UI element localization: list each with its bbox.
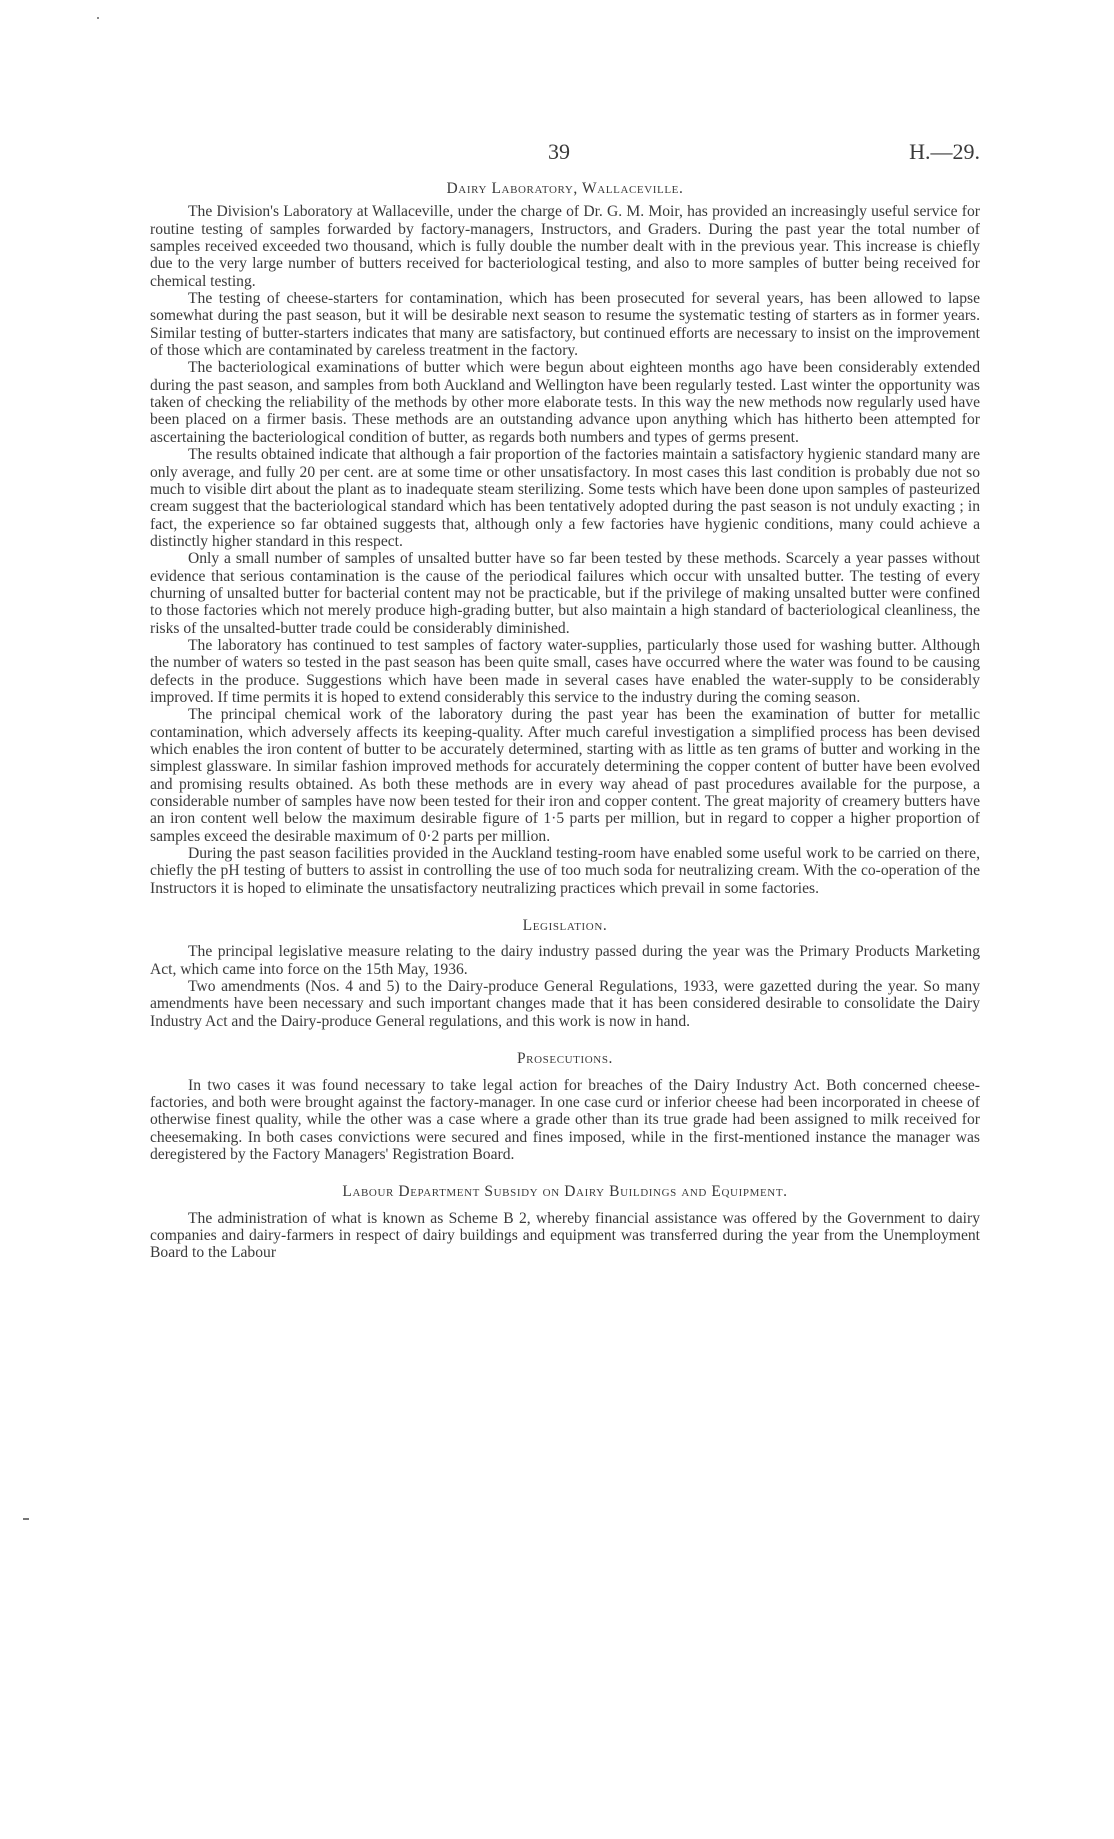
paragraph: The administration of what is known as Scheme B 2, whereby financial assistance was offered by the Government to dairy companies and dairy-farmers in respect of dairy buildings and equipment was transferred during the year from the Unemployment Board to the Labour <box>150 1209 980 1262</box>
paragraph: In two cases it was found necessary to take legal action for breaches of the Dairy Industry Act. Both concerned cheese-factories, and both were brought against the factory-manager. In one case curd or inferior cheese had been incorporated in cheese of otherwise finest quality, while the other was a case where a grade other than its true grade had been assigned to milk received for cheesemaking. In both cases convictions were secured and fines imposed, while in the first-mentioned instance the manager was deregistered by the Factory Managers' Registration Board. <box>150 1076 980 1163</box>
section-heading-dairy-laboratory: Dairy Laboratory, Wallaceville. <box>446 180 684 197</box>
paragraph: Only a small number of samples of unsalted butter have so far been tested by these methods. Scarcely a year passes without evidence that serious contamination is the cause of the periodical failures which occur with unsalted butter. The testing of every churning of unsalted butter for bacterial content may not be practicable, but if the privilege of making unsalted butter were confined to those factories which not merely produce high-grading butter, but also maintain a high standard of bacteriological cleanliness, the risks of the unsalted-butter trade could be considerably diminished. <box>150 550 980 637</box>
page-header <box>150 139 980 163</box>
paragraph: The principal chemical work of the laboratory during the past year has been the examination of butter for metallic contamination, which adversely affects its keeping-quality. After much careful investigation a simplified process has been devised which enables the iron content of butter to be accurately determined, starting with as little as ten grams of butter and working in the simplest glassware. In similar fashion improved methods for accurately determining the copper content of butter have been evolved and promising results obtained. As both these methods are in every way ahead of past procedures available for the purpose, a considerable number of samples have now been tested for their iron and copper content. The great majority of creamery butters have an iron content well below the maximum desirable figure of 1·5 parts per million, but in regard to copper a higher proportion of samples exceed the desirable maximum of 0·2 parts per million. <box>150 706 980 845</box>
paragraph: The laboratory has continued to test samples of factory water-supplies, particularly those used for washing butter. Although the number of waters so tested in the past season has been quite small, cases have occurred where the water was found to be causing defects in the produce. Suggestions which have been made in several cases have enabled the water-supply to be considerably improved. If time permits it is hoped to extend considerably this service to the industry during the coming season. <box>150 636 980 706</box>
scan-speck <box>97 17 99 19</box>
section-heading-labour-subsidy: Labour Department Subsidy on Dairy Buildings and Equipment. <box>342 1183 788 1201</box>
section-heading-legislation: Legislation. <box>522 917 608 935</box>
paragraph: Two amendments (Nos. 4 and 5) to the Dairy-produce General Regulations, 1933, were gazetted during the year. So many amendments have been necessary and such important changes made that it has been considered desirable to consolidate the Dairy Industry Act and the Dairy-produce General regulations, and this work is now in hand. <box>150 978 980 1030</box>
margin-mark <box>23 1518 29 1520</box>
paragraph: The bacteriological examinations of butter which were begun about eighteen months ago have been considerably extended during the past season, and samples from both Auckland and Wellington have been regularly tested. Last winter the opportunity was taken of checking the reliability of the methods by other more elaborate tests. In this way the new methods now regularly used have been placed on a firmer basis. These methods are an outstanding advance upon anything which has hitherto been attempted for ascertaining the bacteriological condition of butter, as regards both numbers and types of germs present. <box>150 359 980 446</box>
page-number: 39 <box>548 139 570 164</box>
body-text <box>150 180 980 1262</box>
document-reference: H.—29. <box>909 139 980 164</box>
paragraph: The results obtained indicate that although a fair proportion of the factories maintain a satisfactory hygienic standard many are only average, and fully 20 per cent. are at some time or other unsatisfactory. In most cases this last condition is probably due not so much to visible dirt about the plant as to inadequate steam sterilizing. Some tests which have been done upon samples of pasteurized cream suggest that the bacteriological standard which has been tentatively adopted during the past season is not unduly exacting ; in fact, the experience so far obtained suggests that, although only a few factories have hygienic conditions, many could achieve a distinctly higher standard in this respect. <box>150 446 980 550</box>
paragraph: The testing of cheese-starters for contamination, which has been prosecuted for several years, has been allowed to lapse somewhat during the past season, but it will be desirable next season to resume the systematic testing of starters as in former years. Similar testing of butter-starters indicates that many are satisfactory, but continued efforts are necessary to insist on the improvement of those which are contaminated by careless treatment in the factory. <box>150 290 980 360</box>
paragraph: The principal legislative measure relating to the dairy industry passed during the year was the Primary Products Marketing Act, which came into force on the 15th May, 1936. <box>150 943 980 978</box>
paragraph: The Division's Laboratory at Wallaceville, under the charge of Dr. G. M. Moir, has provided an increasingly useful service for routine testing of samples forwarded by factory-managers, Instructors, and Graders. During the past year the total number of samples received exceeded two thousand, which is fully double the number dealt with in the previous year. This increase is chiefly due to the very large number of butters received for bacteriological testing, and also to more samples of butter being received for chemical testing. <box>150 203 980 290</box>
section-heading-prosecutions: Prosecutions. <box>516 1050 614 1068</box>
paragraph: During the past season facilities provided in the Auckland testing-room have enabled some useful work to be carried on there, chiefly the pH testing of butters to assist in controlling the use of too much soda for neutralizing cream. With the co-operation of the Instructors it is hoped to eliminate the unsatisfactory neutralizing practices which prevail in some factories. <box>150 845 980 897</box>
